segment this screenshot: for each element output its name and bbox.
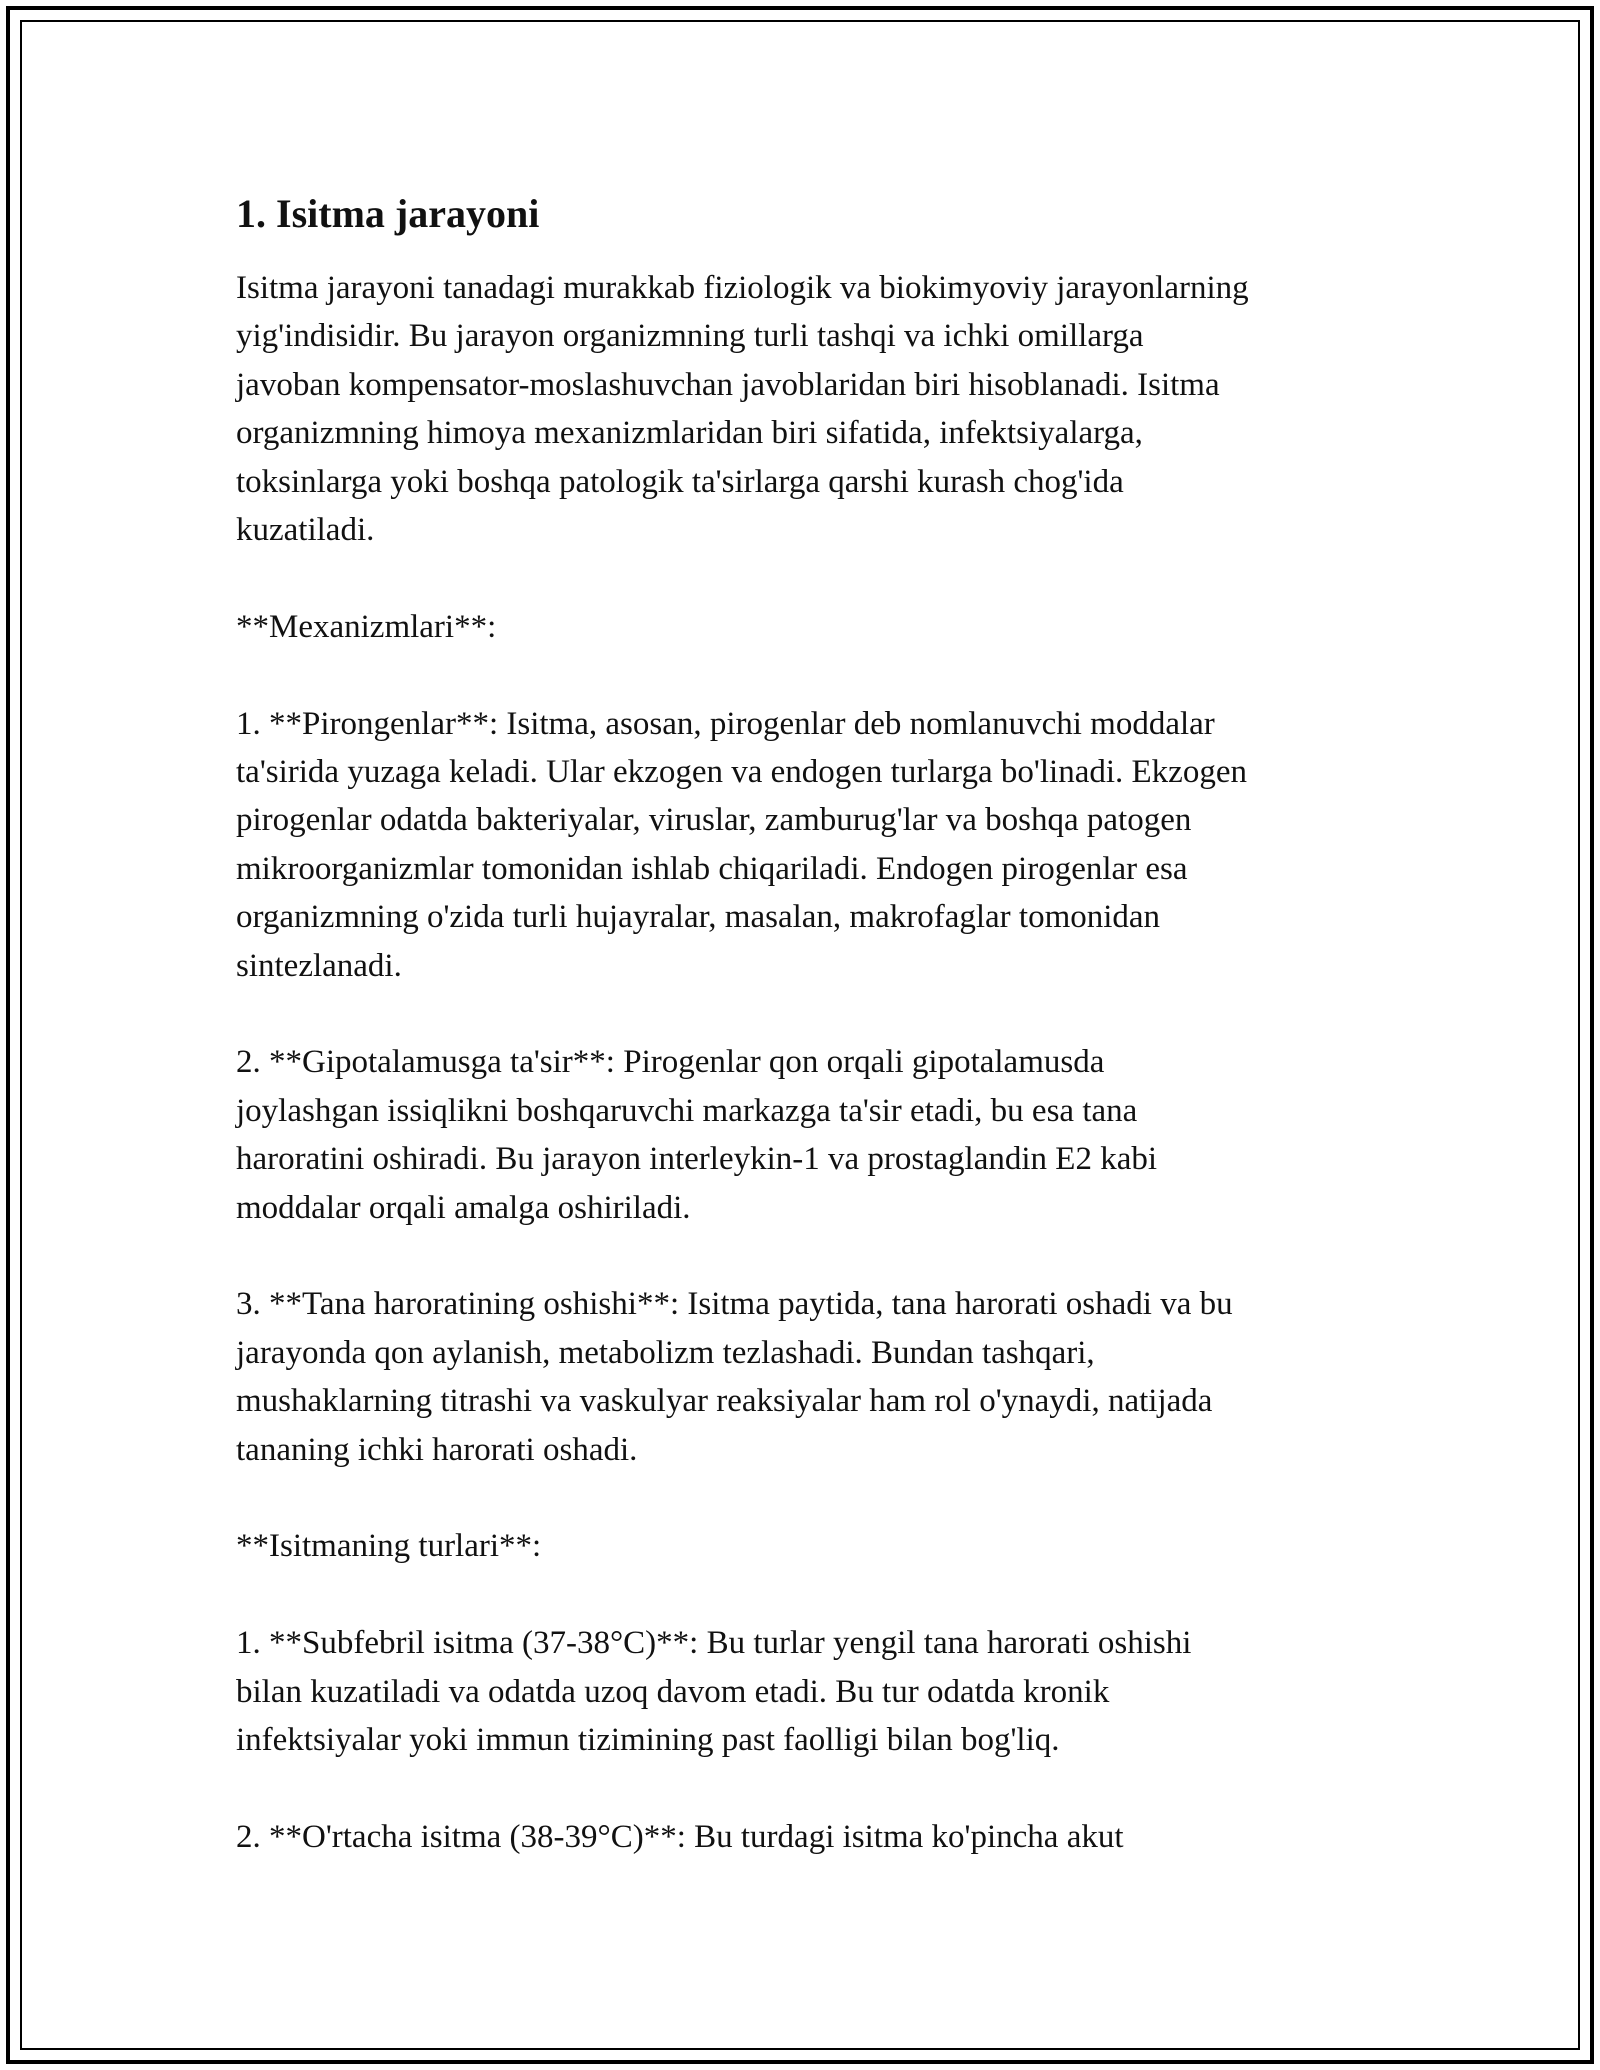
text-line: mushaklarning titrashi va vaskulyar reaksiyalar ham rol o'ynaydi, natijada	[236, 1383, 1213, 1420]
section-heading-types	[236, 1522, 1376, 1570]
text-line: infektsiyalar yoki immun tizimining past faolligi bilan bog'liq.	[236, 1722, 1060, 1759]
text-line: **Mexanizmlari**:	[236, 608, 497, 645]
text-line: 1. **Subfebril isitma (37-38°C)**: Bu turlar yengil tana harorati oshishi	[236, 1625, 1192, 1662]
text-line: joylashgan issiqlikni boshqaruvchi markazga ta'sir etadi, bu esa tana	[236, 1092, 1138, 1129]
document-body	[236, 186, 1376, 1910]
text-line: javoban kompensator-moslashuvchan javoblaridan biri hisoblanadi. Isitma	[236, 366, 1220, 403]
list-item-hypothalamus	[236, 1038, 1376, 1232]
text-line: Isitma jarayoni tanadagi murakkab fiziologik va biokimyoviy jarayonlarning	[236, 270, 1249, 306]
text-line: 2. **Gipotalamusga ta'sir**: Pirogenlar qon orqali gipotalamusda	[236, 1044, 1105, 1081]
text-line: sintezlanadi.	[236, 947, 402, 984]
text-line: moddalar orqali amalga oshiriladi.	[236, 1189, 691, 1226]
text-line: kuzatiladi.	[236, 512, 375, 549]
text-line: **Isitmaning turlari**:	[236, 1528, 542, 1565]
text-line: bilan kuzatiladi va odatda uzoq davom etadi. Bu tur odatda kronik	[236, 1673, 1110, 1710]
text-line: tananing ichki harorati oshadi.	[236, 1431, 638, 1468]
text-line: organizmning himoya mexanizmlaridan biri sifatida, infektsiyalarga,	[236, 415, 1143, 452]
text-line: pirogenlar odatda bakteriyalar, viruslar, zamburug'lar va boshqa patogen	[236, 802, 1192, 839]
document-title: 1. Isitma jarayoni	[236, 191, 540, 236]
section-heading-mechanisms	[236, 603, 1376, 651]
text-line: organizmning o'zida turli hujayralar, masalan, makrofaglar tomonidan	[236, 899, 1161, 936]
text-line: ta'sirida yuzaga keladi. Ular ekzogen va endogen turlarga bo'linadi. Ekzogen	[236, 754, 1247, 791]
text-line: haroratini oshiradi. Bu jarayon interleykin-1 va prostaglandin E2 kabi	[236, 1141, 1158, 1178]
text-line: 2. **O'rtacha isitma (38-39°C)**: Bu turdagi isitma ko'pincha akut	[236, 1818, 1124, 1855]
text-line: jarayonda qon aylanish, metabolizm tezlashadi. Bundan tashqari,	[236, 1334, 1095, 1371]
list-item-pyrogens	[236, 700, 1376, 990]
text-line: 1. **Pirongenlar**: Isitma, asosan, pirogenlar deb nomlanuvchi moddalar	[236, 705, 1215, 742]
text-line: yig'indisidir. Bu jarayon organizmning turli tashqi va ichki omillarga	[236, 318, 1144, 355]
list-item-moderate	[236, 1813, 1376, 1861]
text-line: toksinlarga yoki boshqa patologik ta'sirlarga qarshi kurash chog'ida	[236, 463, 1124, 500]
list-item-subfebrile	[236, 1619, 1376, 1764]
text-line: mikroorganizmlar tomonidan ishlab chiqariladi. Endogen pirogenlar esa	[236, 850, 1188, 887]
list-item-temperature-rise	[236, 1280, 1376, 1474]
paragraph-intro	[236, 264, 1376, 554]
text-line: 3. **Tana haroratining oshishi**: Isitma paytida, tana harorati oshadi va bu	[236, 1286, 1233, 1323]
